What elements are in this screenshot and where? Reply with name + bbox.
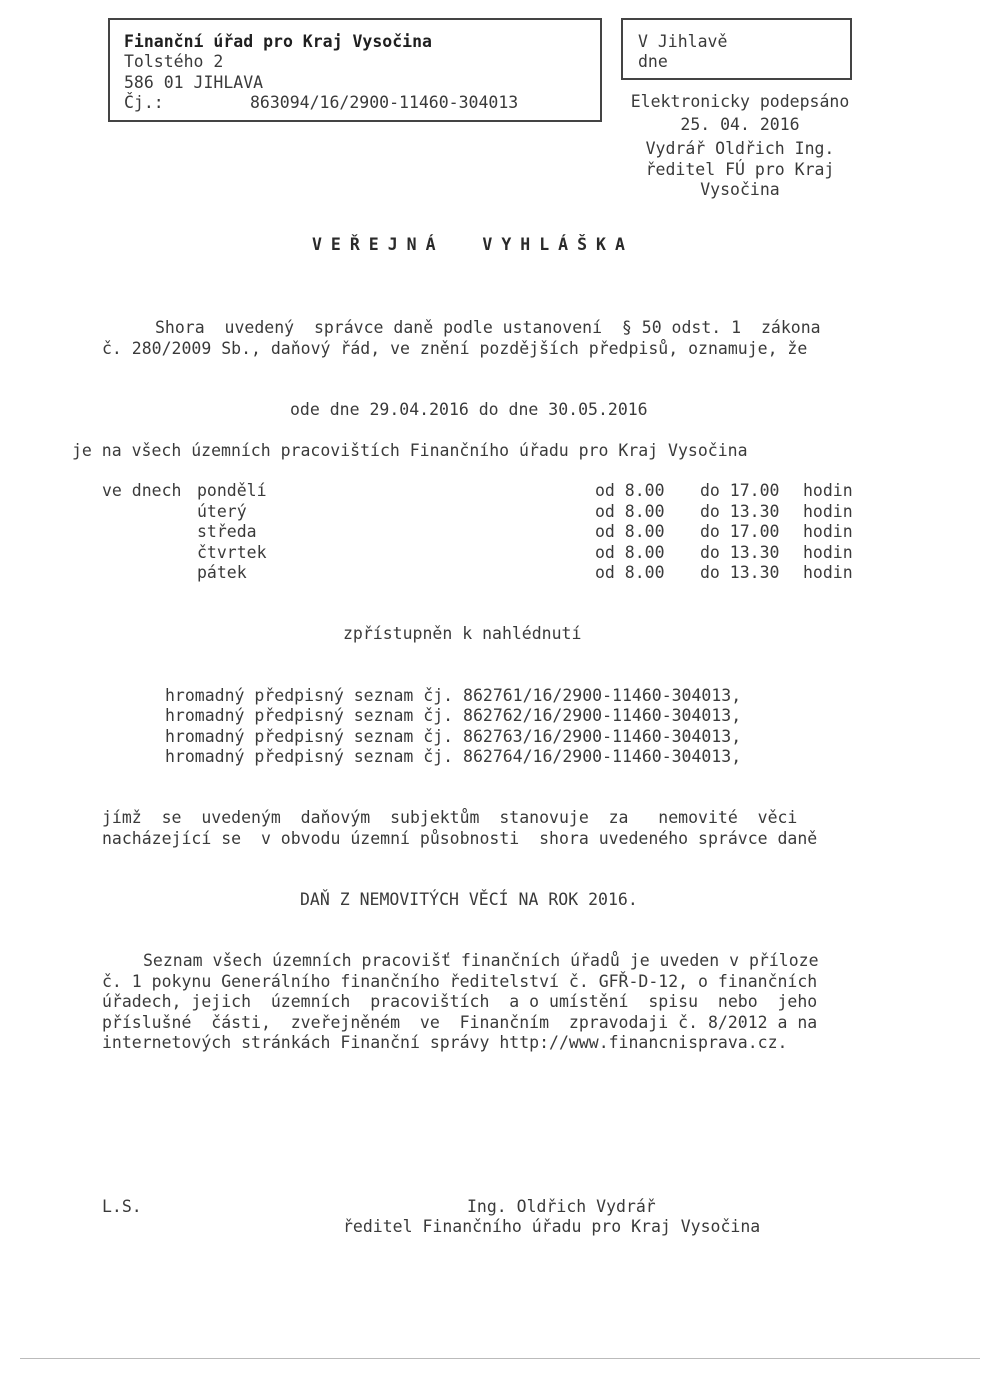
signer-role-line1: ředitel FÚ pro Kraj xyxy=(645,159,835,179)
note-line-2: č. 1 pokynu Generálního finančního ředitelství č. GFŘ-D-12, o finančních xyxy=(102,972,818,991)
schedule-day: středa xyxy=(197,522,257,541)
schedule-to: do 13.30 xyxy=(700,563,780,582)
signed-text: Elektronicky podepsáno xyxy=(630,92,850,111)
note-line-4: příslušné části, zveřejněném ve Finančním zpravodaji č. 8/2012 a na xyxy=(102,1013,818,1032)
schedule-from: od 8.00 xyxy=(595,501,665,521)
list-item: hromadný předpisný seznam čj. 862764/16/2900-11460-304013, xyxy=(165,747,742,766)
office-city: 586 01 JIHLAVA xyxy=(124,73,264,92)
schedule-row xyxy=(102,563,853,584)
schedule-unit: hodin xyxy=(803,501,853,521)
schedule-row xyxy=(102,543,853,564)
intro-line-1: Shora uvedený správce daně podle ustanovení § 50 odst. 1 zákona xyxy=(155,318,821,337)
schedule-day: úterý xyxy=(197,501,247,521)
schedule-to: do 17.00 xyxy=(700,481,780,500)
schedule-unit: hodin xyxy=(803,522,853,541)
schedule-day: pondělí xyxy=(197,481,267,500)
schedule-unit: hodin xyxy=(803,542,853,562)
note-line-5: internetových stránkách Finanční správy http://www.financnisprava.cz. xyxy=(102,1033,788,1052)
intro-line-2: č. 280/2009 Sb., daňový řád, ve znění pozdějších předpisů, oznamuje, že xyxy=(102,339,808,358)
reference-label: Čj.: xyxy=(124,93,164,112)
available-text: zpřístupněn k nahlédnutí xyxy=(343,624,582,643)
schedule-to: do 17.00 xyxy=(700,522,780,541)
schedule-row xyxy=(102,481,853,502)
electronic-signature xyxy=(620,92,860,201)
signed-date: 25. 04. 2016 xyxy=(680,114,800,134)
seal-placeholder: L.S. xyxy=(102,1197,142,1216)
office-street: Tolstého 2 xyxy=(124,52,224,71)
schedule-row xyxy=(102,502,853,523)
footer-signer-role: ředitel Finančního úřadu pro Kraj Vysočina xyxy=(343,1217,761,1236)
list-item: hromadný předpisný seznam čj. 862761/16/2900-11460-304013, xyxy=(165,686,742,705)
schedule-day: čtvrtek xyxy=(197,542,267,562)
document-title: VEŘEJNÁ VYHLÁŠKA xyxy=(312,235,634,254)
tax-heading: DAŇ Z NEMOVITÝCH VĚCÍ NA ROK 2016. xyxy=(300,890,638,909)
subjects-line-1: jímž se uvedeným daňovým subjektům stanovuje za nemovité věci xyxy=(102,808,798,827)
footer-signer-name: Ing. Oldřich Vydrář xyxy=(467,1197,656,1216)
signer-name: Vydrář Oldřich Ing. xyxy=(645,139,835,158)
schedule-from: od 8.00 xyxy=(595,542,665,562)
schedule-row xyxy=(102,522,853,543)
subjects-line-2: nacházející se v obvodu územní působnosti shora uvedeného správce daně xyxy=(102,829,818,848)
schedule-from: od 8.00 xyxy=(595,481,665,500)
date-label: dne xyxy=(638,52,668,71)
schedule-from: od 8.00 xyxy=(595,522,665,541)
location-line: je na všech územních pracovištích Finančního úřadu pro Kraj Vysočina xyxy=(72,441,748,460)
page-bottom-divider xyxy=(20,1358,980,1359)
list-item: hromadný předpisný seznam čj. 862762/16/2900-11460-304013, xyxy=(165,706,742,725)
note-line-3: úřadech, jejich územních pracovištích a o umístění spisu nebo jeho xyxy=(102,992,818,1011)
reference-number: 863094/16/2900-11460-304013 xyxy=(250,93,519,112)
opening-hours-table xyxy=(102,481,853,584)
schedule-prefix: ve dnech xyxy=(102,481,182,500)
note-line-1: Seznam všech územních pracovišť finančních úřadů je uveden v příloze xyxy=(143,951,819,970)
office-name: Finanční úřad pro Kraj Vysočina xyxy=(124,32,432,51)
schedule-from: od 8.00 xyxy=(595,563,665,582)
place: V Jihlavě xyxy=(638,32,728,51)
signer-role-line2: Vysočina xyxy=(700,180,780,199)
schedule-day: pátek xyxy=(197,563,247,582)
list-item: hromadný předpisný seznam čj. 862763/16/2900-11460-304013, xyxy=(165,727,742,746)
schedule-unit: hodin xyxy=(803,563,853,582)
schedule-to: do 13.30 xyxy=(700,542,780,562)
schedule-to: do 13.30 xyxy=(700,501,780,521)
availability-period: ode dne 29.04.2016 do dne 30.05.2016 xyxy=(290,400,648,419)
schedule-unit: hodin xyxy=(803,481,853,500)
